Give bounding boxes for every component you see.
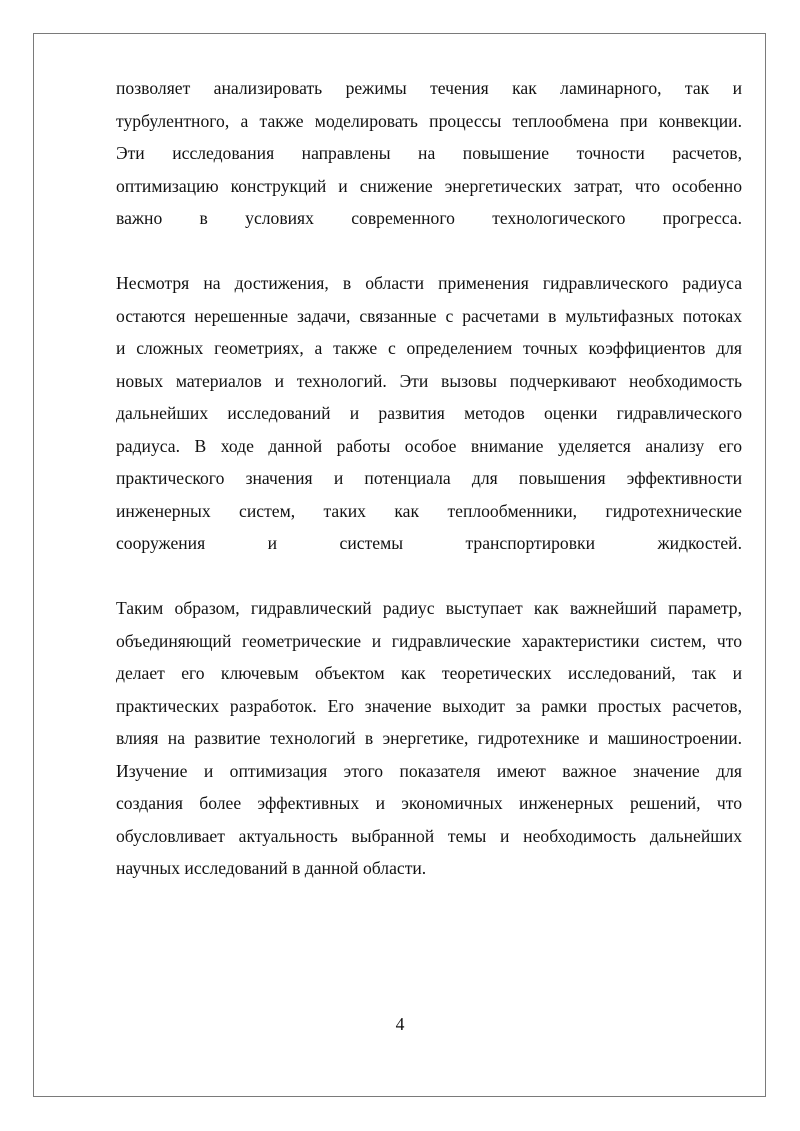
paragraph-line: обусловливает актуальность выбранной темы и необходимость дальнейших	[116, 825, 742, 846]
paragraph-1	[116, 72, 742, 235]
paragraph-line: практического значения и потенциала для повышения эффективности	[116, 468, 742, 488]
paragraph-line: практических разработок. Его значение выходит за рамки простых расчетов,	[116, 695, 742, 716]
paragraph-line: сооружения и системы транспортировки жидкостей.	[116, 533, 742, 553]
page-number: 4	[395, 1014, 405, 1034]
paragraph-line: объединяющий геометрические и гидравлические характеристики систем, что	[116, 630, 742, 651]
paragraph-line: создания более эффективных и экономичных инженерных решений, что	[116, 793, 742, 813]
paragraph-line: оптимизацию конструкций и снижение энергетических затрат, что особенно	[116, 175, 742, 196]
paragraph-line: остаются нерешенные задачи, связанные с расчетами в мультифазных потоках	[116, 305, 742, 326]
paragraph-line: Таким образом, гидравлический радиус выступает как важнейший параметр,	[116, 598, 742, 618]
paragraph-3	[116, 592, 742, 885]
paragraph-line: позволяет анализировать режимы течения как ламинарного, так и	[116, 78, 742, 98]
paragraph-2	[116, 267, 742, 560]
paragraph-line: дальнейших исследований и развития методов оценки гидравлического	[116, 403, 742, 423]
paragraph-line: влияя на развитие технологий в энергетике, гидротехнике и машиностроении.	[116, 728, 742, 748]
paragraph-line: Эти исследования направлены на повышение точности расчетов,	[116, 143, 742, 163]
paragraph-line: радиуса. В ходе данной работы особое внимание уделяется анализу его	[116, 435, 742, 456]
paragraph-line: Изучение и оптимизация этого показателя имеют важное значение для	[116, 760, 742, 781]
paragraph-line: научных исследований в данной области.	[116, 858, 427, 878]
paragraph-line: новых материалов и технологий. Эти вызовы подчеркивают необходимость	[116, 370, 742, 391]
paragraph-line: делает его ключевым объектом как теоретических исследований, так и	[116, 663, 742, 683]
paragraph-line: Несмотря на достижения, в области применения гидравлического радиуса	[116, 273, 742, 293]
paragraph-line: турбулентного, а также моделировать процессы теплообмена при конвекции.	[116, 110, 742, 131]
paragraph-line: важно в условиях современного технологического прогресса.	[116, 208, 742, 228]
paragraph-line: и сложных геометриях, а также с определением точных коэффициентов для	[116, 338, 742, 358]
paragraph-line: инженерных систем, таких как теплообменники, гидротехнические	[116, 500, 742, 521]
